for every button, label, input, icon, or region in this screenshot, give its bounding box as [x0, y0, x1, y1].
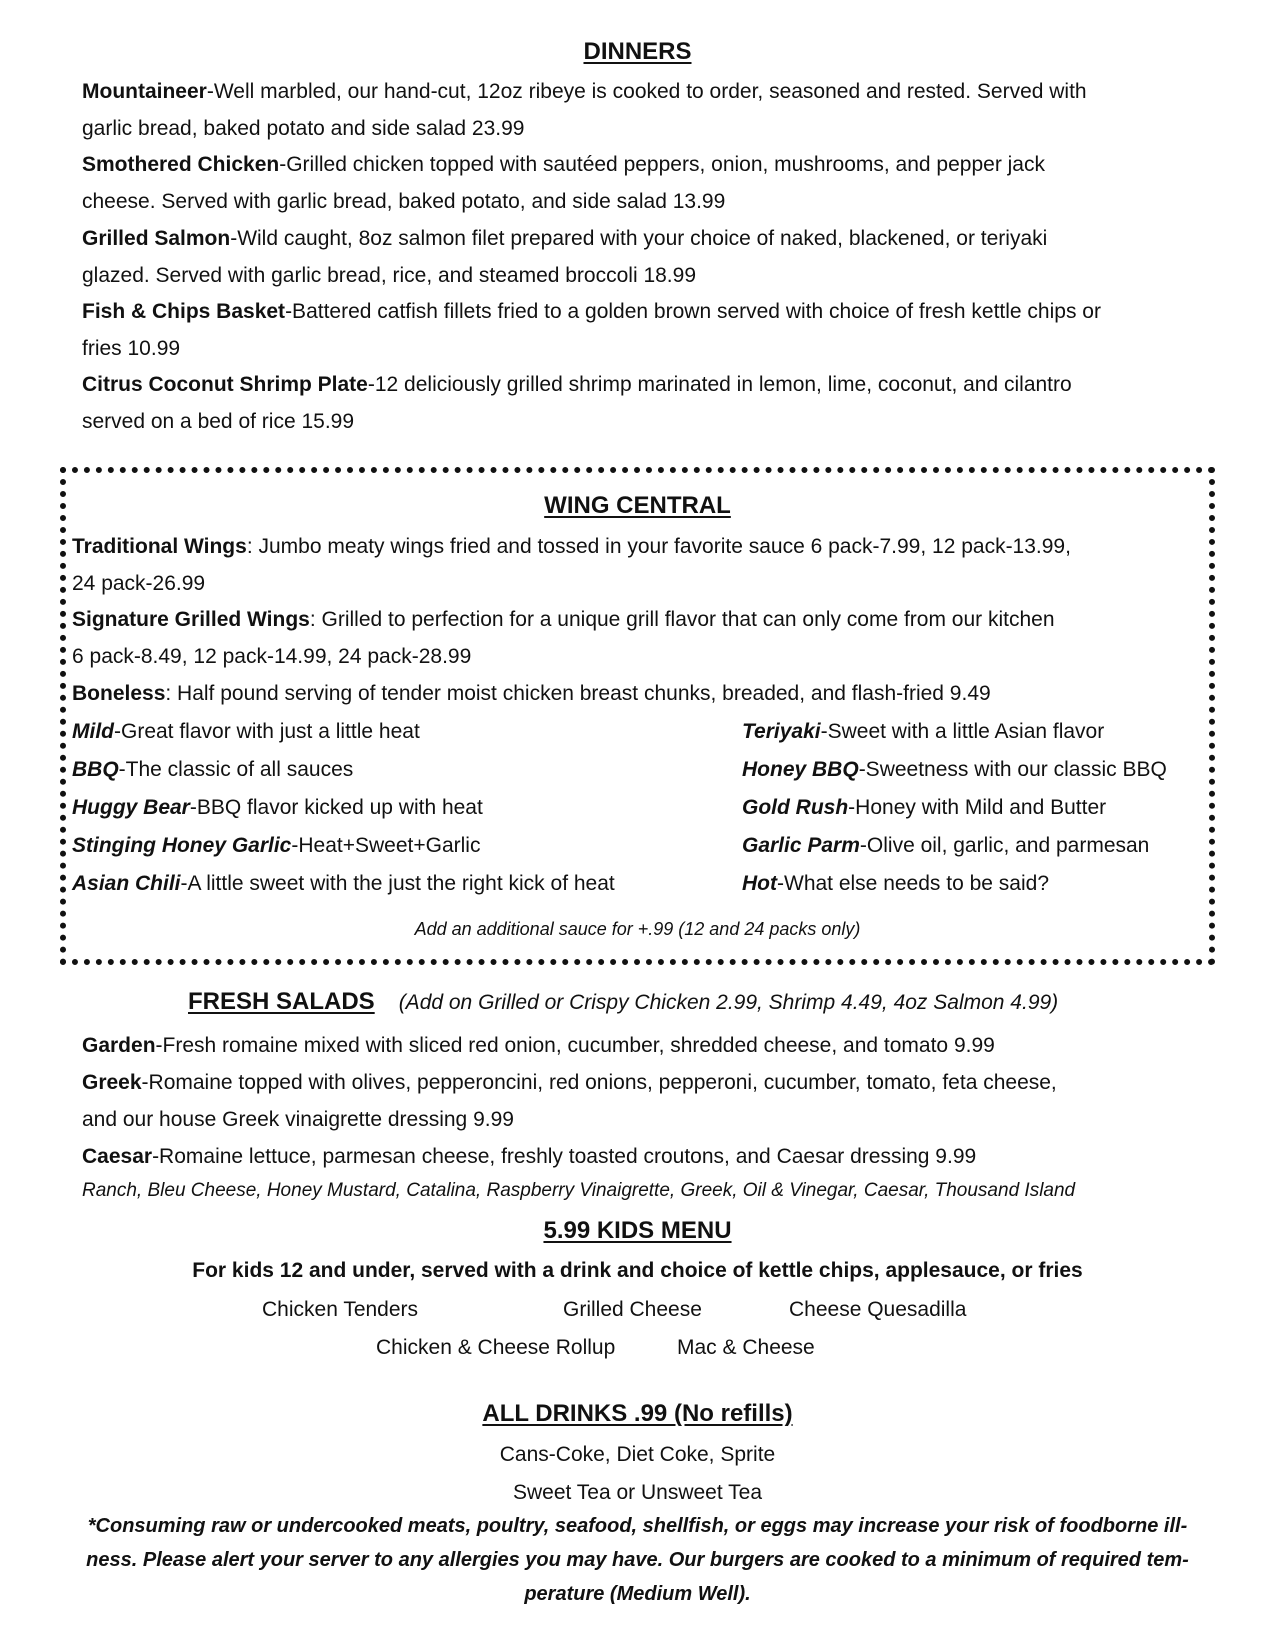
- kids-item: Mac & Cheese: [677, 1336, 815, 1359]
- salad-item: [82, 1138, 1202, 1175]
- wing-central-title: WING CENTRAL: [544, 492, 731, 519]
- sauce-name: Teriyaki: [742, 720, 821, 743]
- drink-line: Sweet Tea or Unsweet Tea: [512, 1481, 763, 1504]
- sauce-note: Add an additional sauce for +.99 (12 and 24 packs only): [414, 919, 861, 939]
- sauce-desc: -Olive oil, garlic, and parmesan: [859, 834, 1150, 857]
- sauce-name: BBQ: [72, 758, 119, 781]
- sauce-name: Huggy Bear: [72, 796, 190, 819]
- kids-item: Cheese Quesadilla: [789, 1298, 967, 1321]
- sauce-name: Honey BBQ: [742, 758, 859, 781]
- item-name: Smothered Chicken: [82, 153, 280, 176]
- salad-item: [82, 1027, 1202, 1064]
- item-name: Grilled Salmon: [82, 227, 231, 250]
- kids-item: Chicken Tenders: [262, 1298, 419, 1321]
- sauce-item: [742, 751, 1167, 788]
- sauce-item: [72, 713, 420, 750]
- dinner-item: [82, 73, 1202, 147]
- item-desc: : Jumbo meaty wings fried and tossed in your favorite sauce 6 pack-7.99, 12 pack-13.99,: [246, 535, 1071, 558]
- sauce-item: [742, 789, 1106, 826]
- wing-item: [72, 601, 1192, 675]
- wing-item: [72, 528, 1192, 602]
- item-desc: : Half pound serving of tender moist chicken breast chunks, breaded, and flash-fried 9.49: [165, 682, 991, 705]
- sauce-name: Stinging Honey Garlic: [72, 834, 292, 857]
- dinner-item: [82, 220, 1202, 294]
- item-desc: -Grilled chicken topped with sautéed peppers, onion, mushrooms, and pepper jack: [279, 153, 1045, 176]
- item-name: Fish & Chips Basket: [82, 300, 286, 323]
- item-name: Signature Grilled Wings: [72, 608, 310, 631]
- sauce-name: Garlic Parm: [742, 834, 860, 857]
- salads-addon: (Add on Grilled or Crispy Chicken 2.99, Shrimp 4.49, 4oz Salmon 4.99): [398, 991, 1059, 1014]
- item-name: Boneless: [72, 682, 166, 705]
- drink-line: Cans-Coke, Diet Coke, Sprite: [499, 1443, 776, 1466]
- item-desc: -Fresh romaine mixed with sliced red onion, cucumber, shredded cheese, and tomato 9.99: [155, 1034, 995, 1057]
- sauce-item: [72, 751, 353, 788]
- kids-item: Chicken & Cheese Rollup: [376, 1336, 616, 1359]
- dinners-title: DINNERS: [583, 38, 692, 65]
- item-name: Garden: [82, 1034, 156, 1057]
- disclaimer-line: perature (Medium Well).: [524, 1583, 751, 1605]
- sauce-name: Hot: [742, 872, 777, 895]
- salad-item: [82, 1064, 1202, 1138]
- item-desc: served on a bed of rice 15.99: [82, 410, 355, 433]
- item-desc: fries 10.99: [82, 337, 181, 360]
- sauce-name: Asian Chili: [72, 872, 181, 895]
- item-desc: -Romaine lettuce, parmesan cheese, freshly toasted croutons, and Caesar dressing 9.99: [152, 1145, 977, 1168]
- sauce-desc: -Honey with Mild and Butter: [848, 796, 1107, 819]
- sauce-desc: -The classic of all sauces: [118, 758, 354, 781]
- item-name: Caesar: [82, 1145, 153, 1168]
- sauce-desc: -A little sweet with the just the right kick of heat: [180, 872, 615, 895]
- item-desc: -Well marbled, our hand-cut, 12oz ribeye is cooked to order, seasoned and rested. Served with: [206, 80, 1087, 103]
- sauce-item: [72, 827, 480, 864]
- dinner-item: [82, 146, 1202, 220]
- item-name: Greek: [82, 1071, 142, 1094]
- sauce-item: [742, 713, 1104, 750]
- item-desc: -12 deliciously grilled shrimp marinated in lemon, lime, coconut, and cilantro: [367, 373, 1072, 396]
- salads-header: [188, 988, 1058, 1016]
- sauce-desc: -Sweet with a little Asian flavor: [820, 720, 1105, 743]
- item-desc: and our house Greek vinaigrette dressing 9.99: [82, 1108, 514, 1131]
- sauce-desc: -Great flavor with just a little heat: [114, 720, 420, 743]
- item-desc: 24 pack-26.99: [72, 572, 206, 595]
- sauce-desc: -BBQ flavor kicked up with heat: [189, 796, 483, 819]
- disclaimer-line: ness. Please alert your server to any allergies you may have. Our burgers are cooked to a minimum of required tem-: [86, 1549, 1189, 1571]
- item-desc: 6 pack-8.49, 12 pack-14.99, 24 pack-28.99: [72, 645, 472, 668]
- sauce-item: [742, 827, 1149, 864]
- dinner-item: [82, 366, 1202, 440]
- item-desc: -Battered catfish fillets fried to a golden brown served with choice of fresh kettle chips or: [285, 300, 1101, 323]
- sauce-name: Mild: [72, 720, 114, 743]
- sauce-item: [72, 865, 615, 902]
- item-desc: : Grilled to perfection for a unique grill flavor that can only come from our kitchen: [309, 608, 1055, 631]
- salads-title: FRESH SALADS: [188, 988, 375, 1015]
- item-desc: garlic bread, baked potato and side salad 23.99: [82, 117, 525, 140]
- sauce-desc: -What else needs to be said?: [777, 872, 1049, 895]
- disclaimer-line: *Consuming raw or undercooked meats, poultry, seafood, shellfish, or eggs may increase your risk of foodborne ill-: [87, 1515, 1188, 1537]
- wing-item: [72, 675, 1192, 712]
- dressings-list: Ranch, Bleu Cheese, Honey Mustard, Catalina, Raspberry Vinaigrette, Greek, Oil & Vinegar, Caesar, Thousand Island: [82, 1180, 1076, 1201]
- item-desc: glazed. Served with garlic bread, rice, and steamed broccoli 18.99: [82, 264, 697, 287]
- item-desc: -Romaine topped with olives, pepperoncini, red onions, pepperoni, cucumber, tomato, feta cheese,: [141, 1071, 1057, 1094]
- sauce-desc: -Sweetness with our classic BBQ: [858, 758, 1167, 781]
- sauce-name: Gold Rush: [742, 796, 849, 819]
- sauce-item: [72, 789, 483, 826]
- dinner-item: [82, 293, 1202, 367]
- item-name: Citrus Coconut Shrimp Plate: [82, 373, 368, 396]
- kids-subtitle: For kids 12 and under, served with a drink and choice of kettle chips, applesauce, or fries: [192, 1259, 1083, 1282]
- food-safety-disclaimer: [70, 1509, 1205, 1611]
- item-desc: -Wild caught, 8oz salmon filet prepared with your choice of naked, blackened, or teriyaki: [230, 227, 1048, 250]
- item-name: Mountaineer: [82, 80, 207, 103]
- item-name: Traditional Wings: [72, 535, 247, 558]
- kids-item: Grilled Cheese: [563, 1298, 702, 1321]
- sauce-desc: -Heat+Sweet+Garlic: [291, 834, 481, 857]
- kids-title: 5.99 KIDS MENU: [543, 1217, 732, 1244]
- item-desc: cheese. Served with garlic bread, baked potato, and side salad 13.99: [82, 190, 726, 213]
- sauce-item: [742, 865, 1049, 902]
- drinks-title: ALL DRINKS .99 (No refills): [482, 1400, 793, 1427]
